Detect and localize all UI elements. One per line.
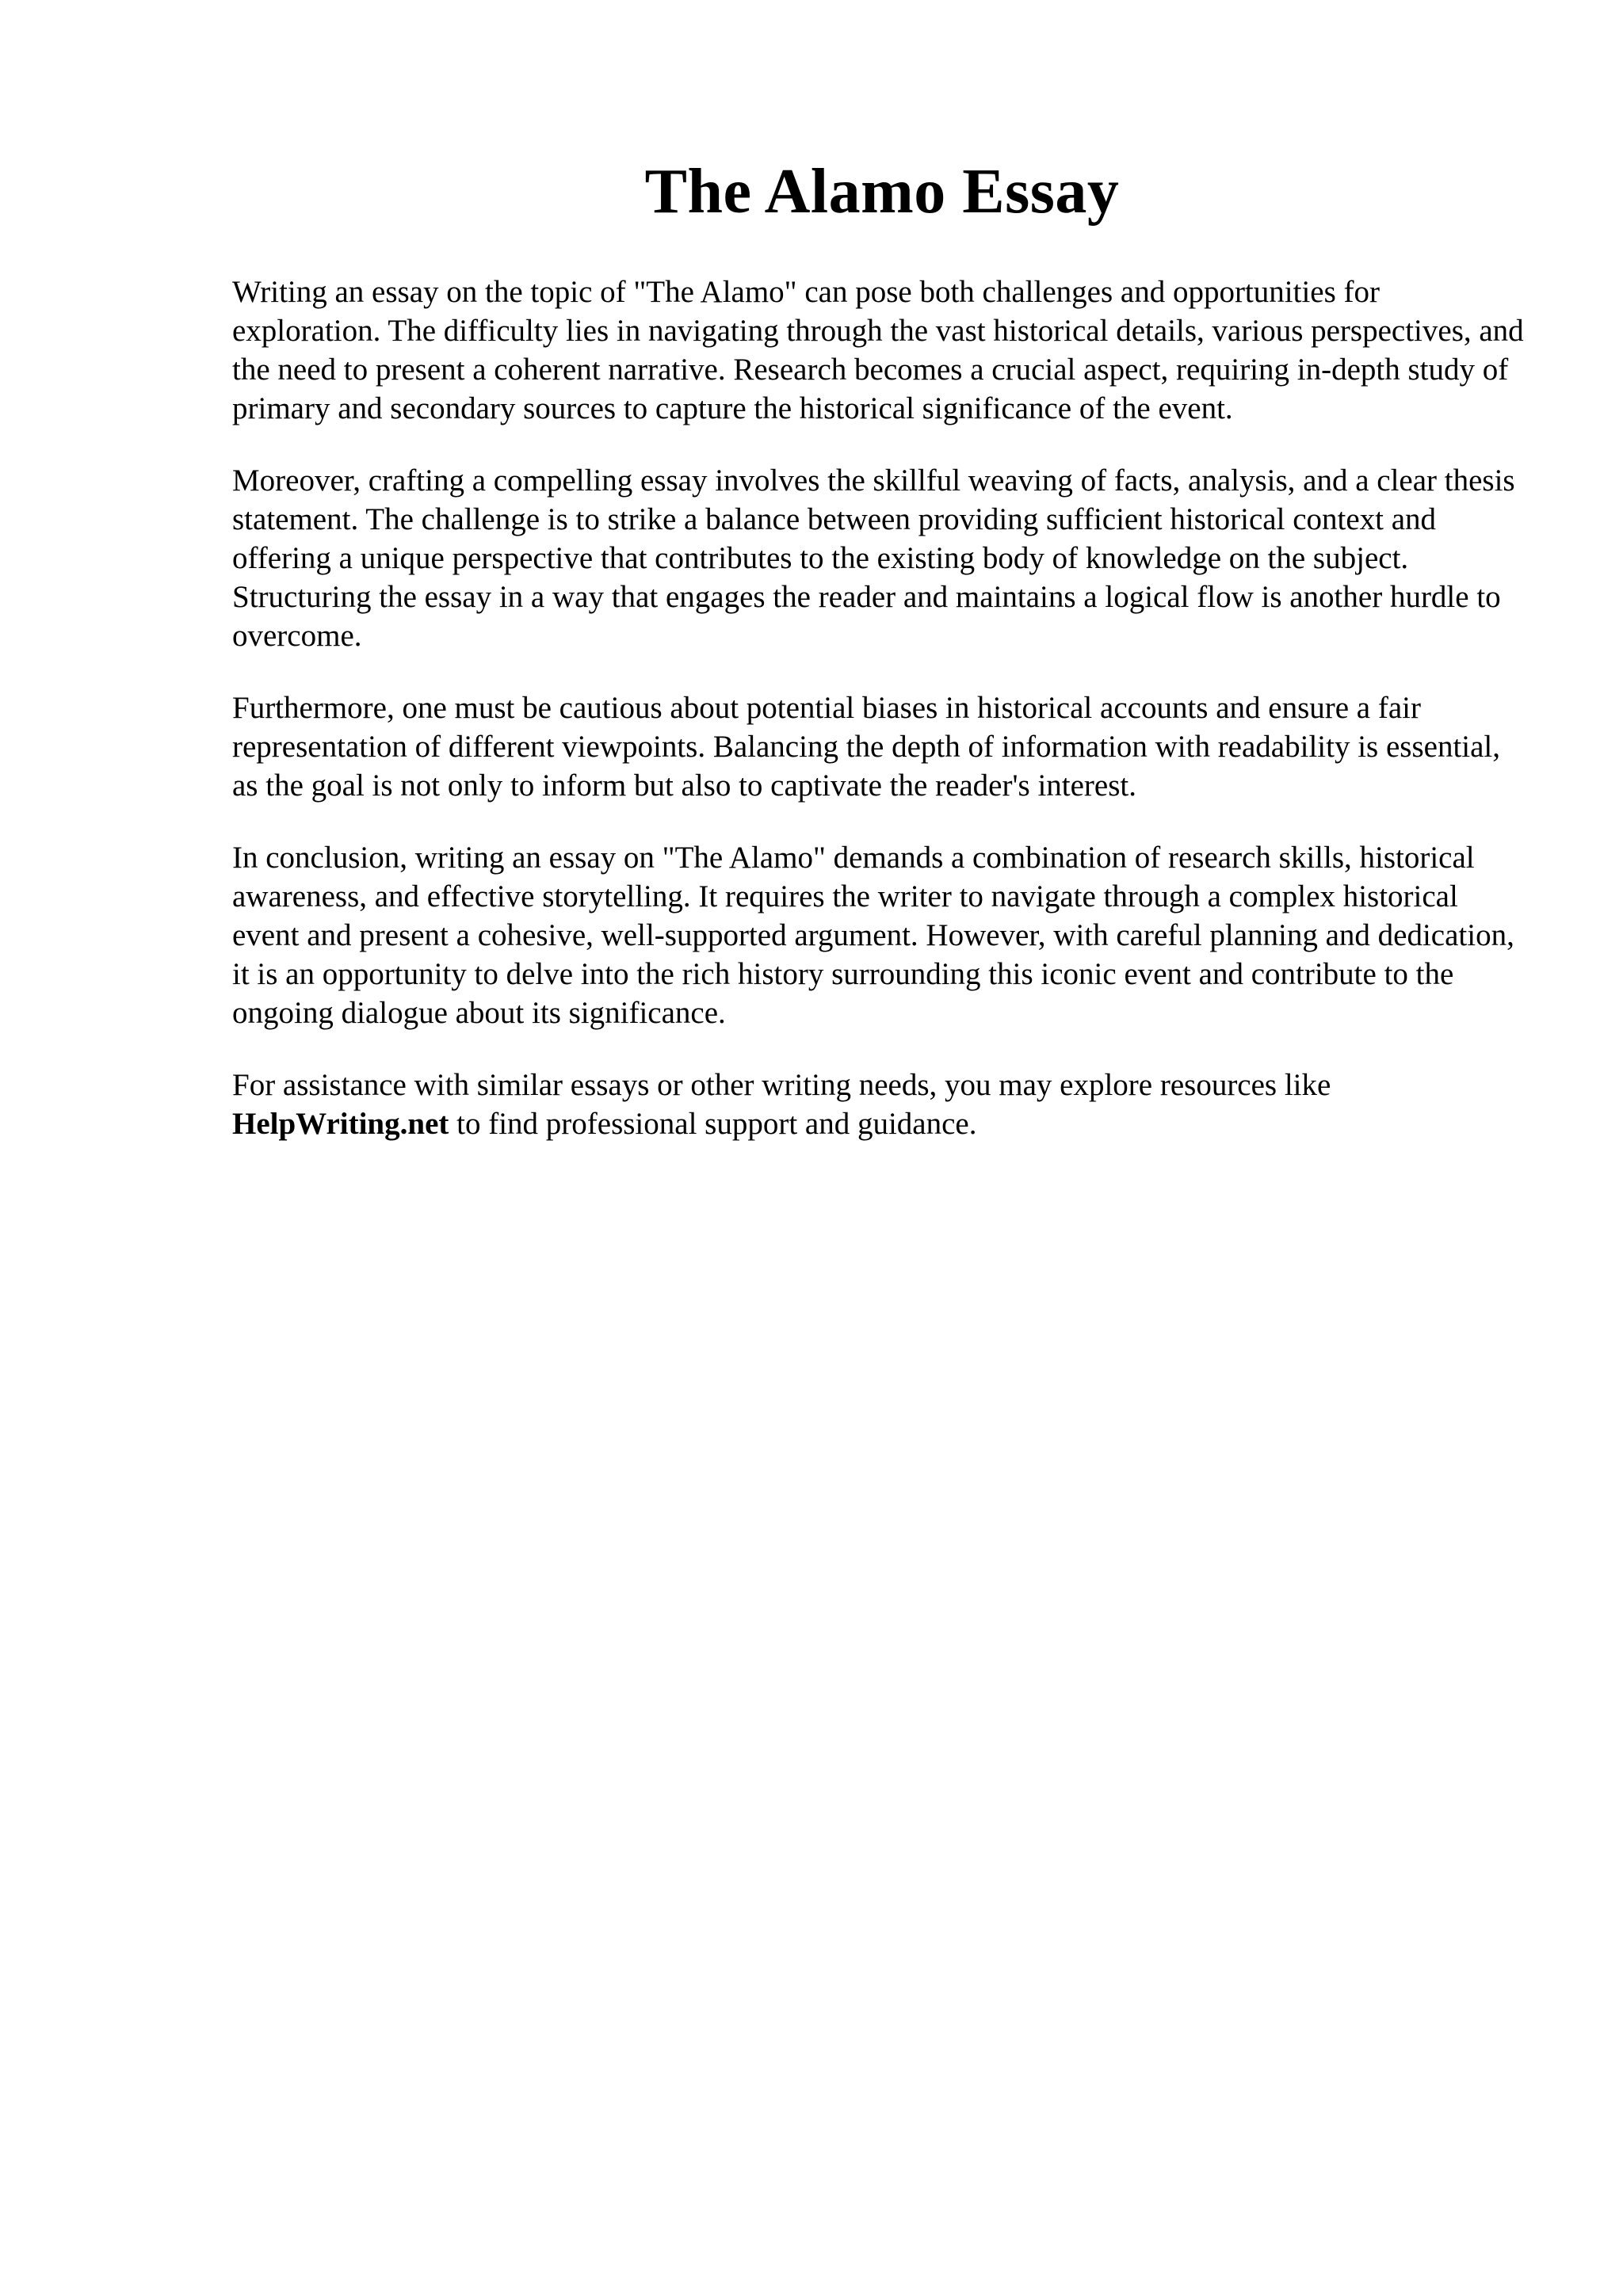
document-title: The Alamo Essay xyxy=(644,157,1120,227)
helpwriting-brand: HelpWriting.net xyxy=(232,1107,449,1141)
paragraph-intro: Writing an essay on the topic of "The Alamo" can pose both challenges and opportunities for exploration. The difficulty lies in navigating through the vast historical details, various perspectives, and the need to present a coherent narrative. Research becomes a crucial aspect, requiring in-depth study of primary and secondary sources to capture the historical significance of the event. xyxy=(232,275,1524,425)
paragraph-closing xyxy=(232,1066,1532,1143)
paragraph-crafting: Moreover, crafting a compelling essay involves the skillful weaving of facts, analysis, and a clear thesis statement. The challenge is to strike a balance between providing sufficient historical context and offering a unique perspective that contributes to the existing body of knowledge on the subject. Structuring the essay in a way that engages the reader and maintains a logical flow is another hurdle to overcome. xyxy=(232,463,1515,653)
paragraph-conclusion: In conclusion, writing an essay on "The Alamo" demands a combination of research skills, historical awareness, and effective storytelling. It requires the writer to navigate through a complex historical event and present a cohesive, well-supported argument. However, with careful planning and dedication, it is an opportunity to delve into the rich history surrounding this iconic event and contribute to the ongoing dialogue about its significance. xyxy=(232,841,1514,1030)
closing-text-before: For assistance with similar essays or other writing needs, you may explore resources like xyxy=(232,1068,1331,1102)
paragraph-biases: Furthermore, one must be cautious about potential biases in historical accounts and ensure a fair representation of different viewpoints. Balancing the depth of information with readability is essential, as the goal is not only to inform but also to captivate the reader's interest. xyxy=(232,691,1501,803)
closing-text-after: to find professional support and guidance. xyxy=(449,1107,977,1141)
document-body xyxy=(232,152,1532,1177)
